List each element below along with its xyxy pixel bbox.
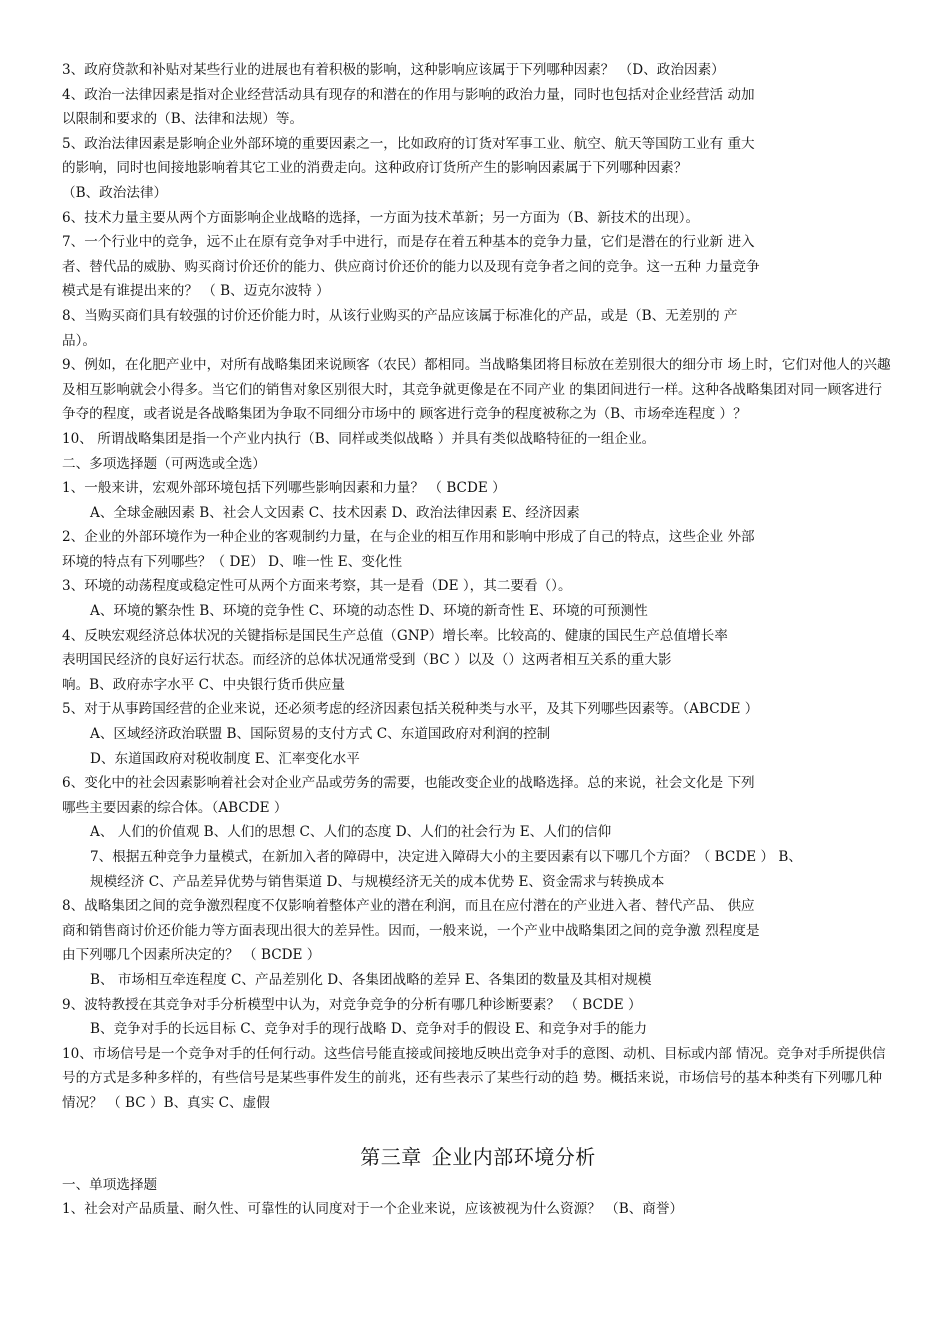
question-line: 1、社会对产品质量、耐久性、可靠性的认同度对于一个企业来说，应该被视为什么资源？ （B、商誉） (62, 1201, 684, 1218)
question-line: A、区域经济政治联盟 B、国际贸易的支付方式 C、东道国政府对利润的控制 (90, 726, 551, 743)
chapter2-multi-choice-list (62, 476, 894, 1115)
question-line: A、环境的繁杂性 B、环境的竞争性 C、环境的动态性 D、环境的新奇性 E、环境的可预测性 (90, 603, 648, 620)
question-line: 表明国民经济的良好运行状态。而经济的总体状况通常受到（BC ）以及（）这两者相互关系的重大影 (62, 652, 672, 669)
question-line: 4、政治一法律因素是指对企业经营活动具有现存的和潜在的作用与影响的政治力量，同时也包括对企业经营活 动加 (62, 86, 755, 103)
question-line: 7、一个行业中的竞争，远不止在原有竞争对手中进行，而是存在着五种基本的竞争力量，它们是潜在的行业新 进入 (62, 234, 755, 251)
question-line: 环境的特点有下列哪些？（ DE） D、唯一性 E、变化性 (62, 553, 403, 570)
question-line: D、东道国政府对税收制度 E、汇率变化水平 (90, 750, 360, 767)
chapter-name: 企业内部环境分析 (431, 1144, 596, 1169)
question-line: 者、替代品的威胁、购买商讨价还价的能力、供应商讨价还价的能力以及现有竞争者之间的竞争。这一五种 力量竞争 (62, 258, 760, 275)
question-line: 以限制和要求的（B、法律和法规）等。 (62, 111, 304, 128)
question-line: 的影响，同时也间接地影响着其它工业的消费走向。这种政府订货所产生的影响因素属于下列哪种因素？ (62, 160, 688, 177)
question-line: 2、企业的外部环境作为一种企业的客观制约力量，在与企业的相互作用和影响中形成了自己的特点，这些企业 外部 (62, 529, 755, 546)
question-line: B、竞争对手的长远目标 C、竞争对手的现行战略 D、竞争对手的假设 E、和竞争对手的能力 (90, 1021, 648, 1038)
question-line: 3、政府贷款和补贴对某些行业的进展也有着积极的影响，这种影响应该属于下列哪种因素？ （D、政治因素） (62, 62, 725, 78)
question-line: 规模经济 C、产品差异优势与销售渠道 D、与规模经济无关的成本优势 E、资金需求与转换成本 (90, 873, 665, 890)
question-line: 品）。 (62, 332, 96, 349)
question-line: 4、反映宏观经济总体状况的关键指标是国民生产总值（GNP）增长率。比较高的、健康的国民生产总值增长率 (62, 627, 728, 644)
single-choice-heading: 一、单项选择题 (62, 1176, 158, 1193)
question-line: 9、例如，在化肥产业中，对所有战略集团来说顾客（农民）都相同。当战略集团将目标放在差别很大的细分市 场上时，它们对他人的兴趣及相互影响就会小得多。当它们的销售对象区别很大时，其竞争就更像是在不同产业 的集团间进行一样。这种各战略集团对同一顾客进行争夺的程度，或者说是各战略集团为争取不同细分市场中的 顾客进行竞争的程度被称之为（B、市场牵连程度 ）？ (62, 357, 891, 423)
question-line: 10、 所谓战略集团是指一个产业内执行（B、同样或类似战略 ）并具有类似战略特征的一组企业。 (62, 430, 656, 447)
chapter-title (62, 1143, 894, 1171)
question-line: 5、对于从事跨国经营的企业来说，还必须考虑的经济因素包括关税种类与水平，及其下列哪些因素等。（ABCDE ） (62, 701, 759, 718)
chapter3-single-choice-list (62, 1197, 894, 1222)
multi-choice-heading: 二、多项选择题（可两选或全选） (62, 455, 266, 472)
question-line: 由下列哪几个因素所决定的？ （ BCDE ） (62, 947, 321, 964)
question-line: 7、根据五种竞争力量模式，在新加入者的障碍中，决定进入障碍大小的主要因素有以下哪几个方面？（ BCDE ） B、 (90, 849, 802, 865)
question-line: A、 人们的价值观 B、人们的思想 C、人们的态度 D、人们的社会行为 E、人们的信仰 (90, 824, 612, 841)
question-line: 5、政治法律因素是影响企业外部环境的重要因素之一，比如政府的订货对军事工业、航空、航天等国防工业有 重大 (62, 135, 755, 152)
question-line: B、 市场相互牵连程度 C、产品差别化 D、各集团战略的差异 E、各集团的数量及其相对规模 (90, 971, 652, 988)
question-line: 8、当购买商们具有较强的讨价还价能力时，从该行业购买的产品应该属于标准化的产品，或是（B、无差别的 产 (62, 307, 738, 324)
question-line: 9、波特教授在其竞争对手分析模型中认为，对竞争竞争的分析有哪几种诊断要素？ （ BCDE ） (62, 996, 642, 1013)
question-line: 6、变化中的社会因素影响着社会对企业产品或劳务的需要，也能改变企业的战略选择。总的来说，社会文化是 下列 (62, 775, 755, 792)
question-line: 10、市场信号是一个竞争对手的任何行动。这些信号能直接或间接地反映出竞争对手的意图、动机、目标或内部 情况。竞争对手所提供信号的方式是多种多样的，有些信号是某些事件发生的前兆，还有些表示了某些行动的趋 势。概括来说，市场信号的基本种类有下列哪几种情况？ （ BC ）B、真实 C、虚假 (62, 1045, 886, 1111)
question-line: 商和销售商讨价还价能力等方面表现出很大的差异性。因而，一般来说，一个产业中战略集团之间的竞争激 烈程度是 (62, 922, 760, 939)
document-page (62, 58, 894, 1222)
question-line: 3、环境的动荡程度或稳定性可从两个方面来考察，其一是看（DE ），其二要看（）。 (62, 578, 572, 595)
chapter-number: 第三章 (360, 1144, 422, 1169)
question-line: 哪些主要因素的综合体。（ABCDE ） (62, 799, 288, 816)
chapter2-single-choice-tail (62, 58, 894, 452)
question-line: 模式是有谁提出来的？ （ B、迈克尔波特 ） (62, 283, 330, 300)
question-line: 8、战略集团之间的竞争激烈程度不仅影响着整体产业的潜在利润，而且在应付潜在的产业进入者、替代产品、 供应 (62, 898, 755, 915)
question-line: 1、一般来讲，宏观外部环境包括下列哪些影响因素和力量？ （ BCDE ） (62, 480, 506, 497)
question-line: 响。B、政府赤字水平 C、中央银行货币供应量 (62, 676, 345, 693)
question-line: A、全球金融因素 B、社会人文因素 C、技术因素 D、政治法律因素 E、经济因素 (90, 504, 580, 521)
question-line: 6、技术力量主要从两个方面影响企业战略的选择，一方面为技术革新；另一方面为（B、新技术的出现）。 (62, 209, 700, 226)
question-line: （B、政治法律） (62, 184, 168, 201)
